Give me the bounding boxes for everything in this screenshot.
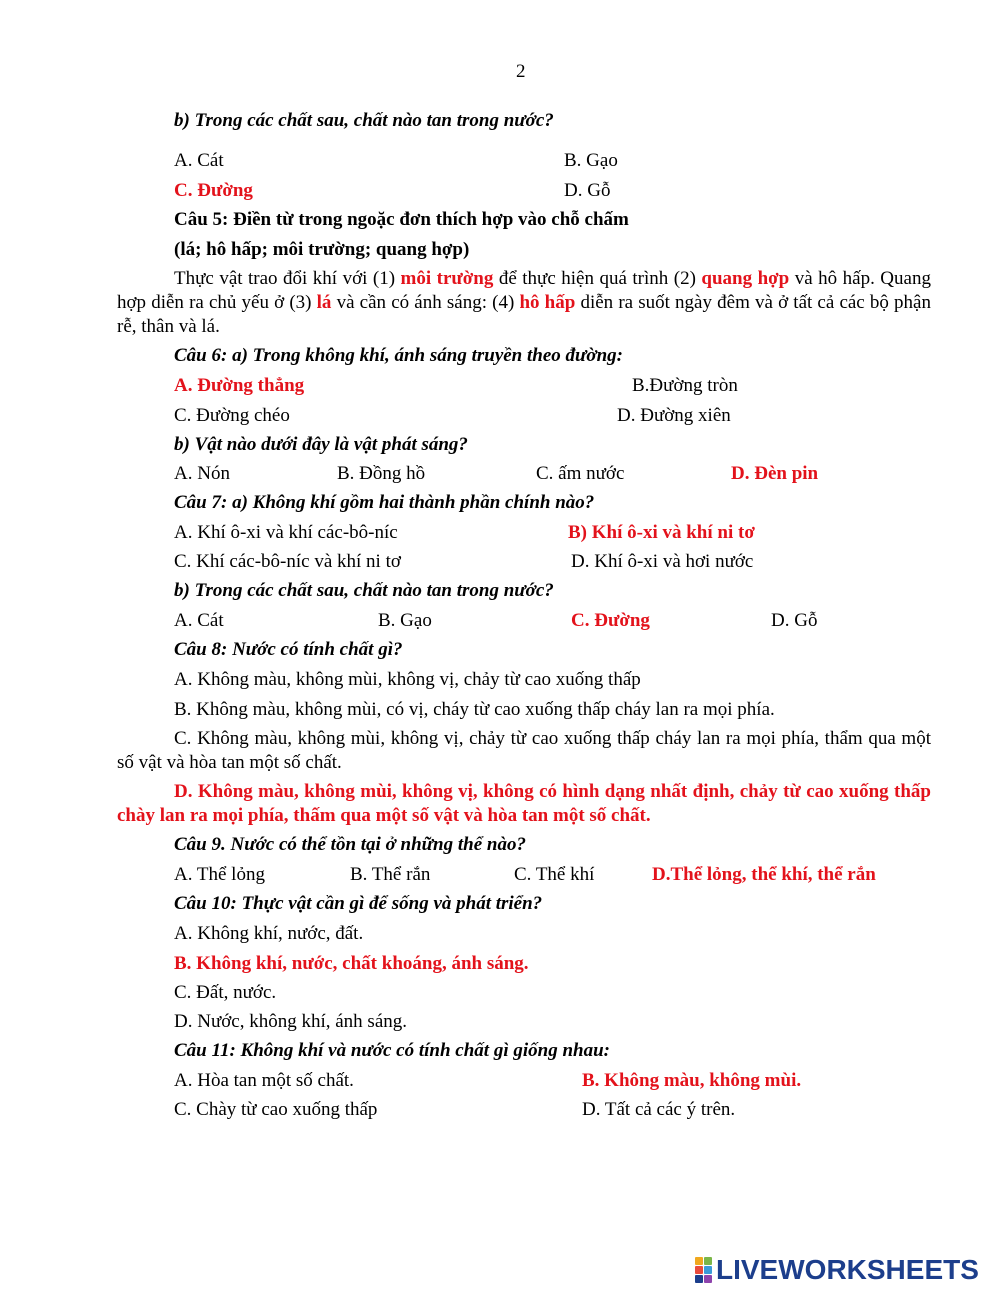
- liveworksheets-logo-icon: [695, 1257, 712, 1283]
- q8-option-c: C. Không màu, không mùi, không vị, chảy từ cao xuống thấp cháy lan ra mọi phía, thẩm qua một số vật và hòa tan một số chất.: [117, 728, 931, 773]
- q5-answer-2: quang hợp: [701, 268, 790, 289]
- q7a-option-c: C. Khí các-bô-níc và khí ni tơ: [174, 551, 401, 572]
- q5-word-list: (lá; hô hấp; môi trường; quang hợp): [174, 239, 470, 260]
- q6a-question: Câu 6: a) Trong không khí, ánh sáng truyền theo đường:: [174, 345, 624, 366]
- q8-option-d-answer: D. Không màu, không mùi, không vị, không có hình dạng nhất định, chảy từ cao xuống thấp chày lan ra mọi phía, thấm qua một số vật và hòa tan một số chất.: [117, 781, 931, 826]
- q10-question: Câu 10: Thực vật cần gì để sống và phát triển?: [174, 893, 543, 914]
- q10-option-b-answer: B. Không khí, nước, chất khoáng, ánh sáng.: [174, 953, 529, 974]
- q8-option-a: A. Không màu, không mùi, không vị, chảy từ cao xuống thấp: [174, 669, 641, 690]
- q7a-option-b-answer: B) Khí ô-xi và khí ni tơ: [568, 522, 755, 543]
- q11-option-c: C. Chày từ cao xuống thấp: [174, 1099, 378, 1120]
- q7b-option-a: A. Cát: [174, 610, 224, 631]
- q5-paragraph: [117, 267, 931, 339]
- q5-text-1: Thực vật trao đổi khí với (1): [174, 268, 401, 289]
- q6a-option-c: C. Đường chéo: [174, 405, 290, 426]
- page-number: 2: [516, 61, 526, 82]
- q5-text-4: và cần có ánh sáng: (4): [331, 292, 520, 313]
- q6a-option-b: B.Đường tròn: [632, 375, 738, 396]
- q9-option-a: A. Thể lỏng: [174, 864, 265, 885]
- q11-option-b-answer: B. Không màu, không mùi.: [582, 1070, 802, 1091]
- q7a-question: Câu 7: a) Không khí gồm hai thành phần chính nào?: [174, 492, 595, 513]
- q9-option-c: C. Thể khí: [514, 864, 595, 885]
- q10-option-a: A. Không khí, nước, đất.: [174, 923, 364, 944]
- q8-question: Câu 8: Nước có tính chất gì?: [174, 639, 403, 660]
- q5-text-3: và hô hấp. Quang hợp diễn ra chủ yếu ở (3): [117, 268, 931, 313]
- q7a-option-a: A. Khí ô-xi và khí các-bô-níc: [174, 522, 398, 543]
- q4b-option-a: A. Cát: [174, 150, 224, 171]
- q6b-option-b: B. Đồng hồ: [337, 463, 426, 484]
- q4b-question: b) Trong các chất sau, chất nào tan trong nước?: [174, 110, 554, 131]
- q11-option-a: A. Hòa tan một số chất.: [174, 1070, 354, 1091]
- q10-option-c: C. Đất, nước.: [174, 982, 277, 1003]
- q5-title: Câu 5: Điền từ trong ngoặc đơn thích hợp vào chỗ chấm: [174, 209, 629, 230]
- q5-text-5: diễn ra suốt ngày đêm và ở tất cả các bộ phận rễ, thân và lá.: [117, 292, 931, 337]
- q6b-option-c: C. ấm nước: [536, 463, 625, 484]
- q4b-option-b: B. Gạo: [564, 150, 618, 171]
- q11-question: Câu 11: Không khí và nước có tính chất gì giống nhau:: [174, 1040, 610, 1061]
- q6b-option-a: A. Nón: [174, 463, 230, 484]
- q6b-question: b) Vật nào dưới đây là vật phát sáng?: [174, 434, 468, 455]
- q11-option-d: D. Tất cả các ý trên.: [582, 1099, 736, 1120]
- q9-option-b: B. Thể rắn: [350, 864, 431, 885]
- q4b-option-d: D. Gỗ: [564, 180, 611, 201]
- q7b-option-b: B. Gạo: [378, 610, 432, 631]
- q6a-option-a-answer: A. Đường thẳng: [174, 375, 305, 396]
- q4b-option-c-answer: C. Đường: [174, 180, 253, 201]
- q6a-option-d: D. Đường xiên: [617, 405, 731, 426]
- q7a-option-d: D. Khí ô-xi và hơi nước: [571, 551, 754, 572]
- logo-text: LIVEWORKSHEETS: [716, 1254, 979, 1285]
- q5-answer-1: môi trường: [400, 268, 494, 289]
- liveworksheets-logo: [695, 1255, 979, 1285]
- q5-answer-4: hô hấp: [519, 292, 576, 313]
- q5-answer-3: lá: [316, 292, 332, 313]
- q9-question: Câu 9. Nước có thể tồn tại ở những thể nào?: [174, 834, 526, 855]
- q6b-option-d-answer: D. Đèn pin: [731, 463, 819, 484]
- q9-option-d-answer: D.Thể lỏng, thể khí, thể rắn: [652, 864, 876, 885]
- q8-option-b: B. Không màu, không mùi, có vị, cháy từ cao xuống thấp cháy lan ra mọi phía.: [174, 699, 775, 720]
- q7b-option-c-answer: C. Đường: [571, 610, 650, 631]
- q10-option-d: D. Nước, không khí, ánh sáng.: [174, 1011, 408, 1032]
- q5-text-2: để thực hiện quá trình (2): [493, 268, 702, 289]
- q7b-option-d: D. Gỗ: [771, 610, 818, 631]
- q7b-question: b) Trong các chất sau, chất nào tan trong nước?: [174, 580, 554, 601]
